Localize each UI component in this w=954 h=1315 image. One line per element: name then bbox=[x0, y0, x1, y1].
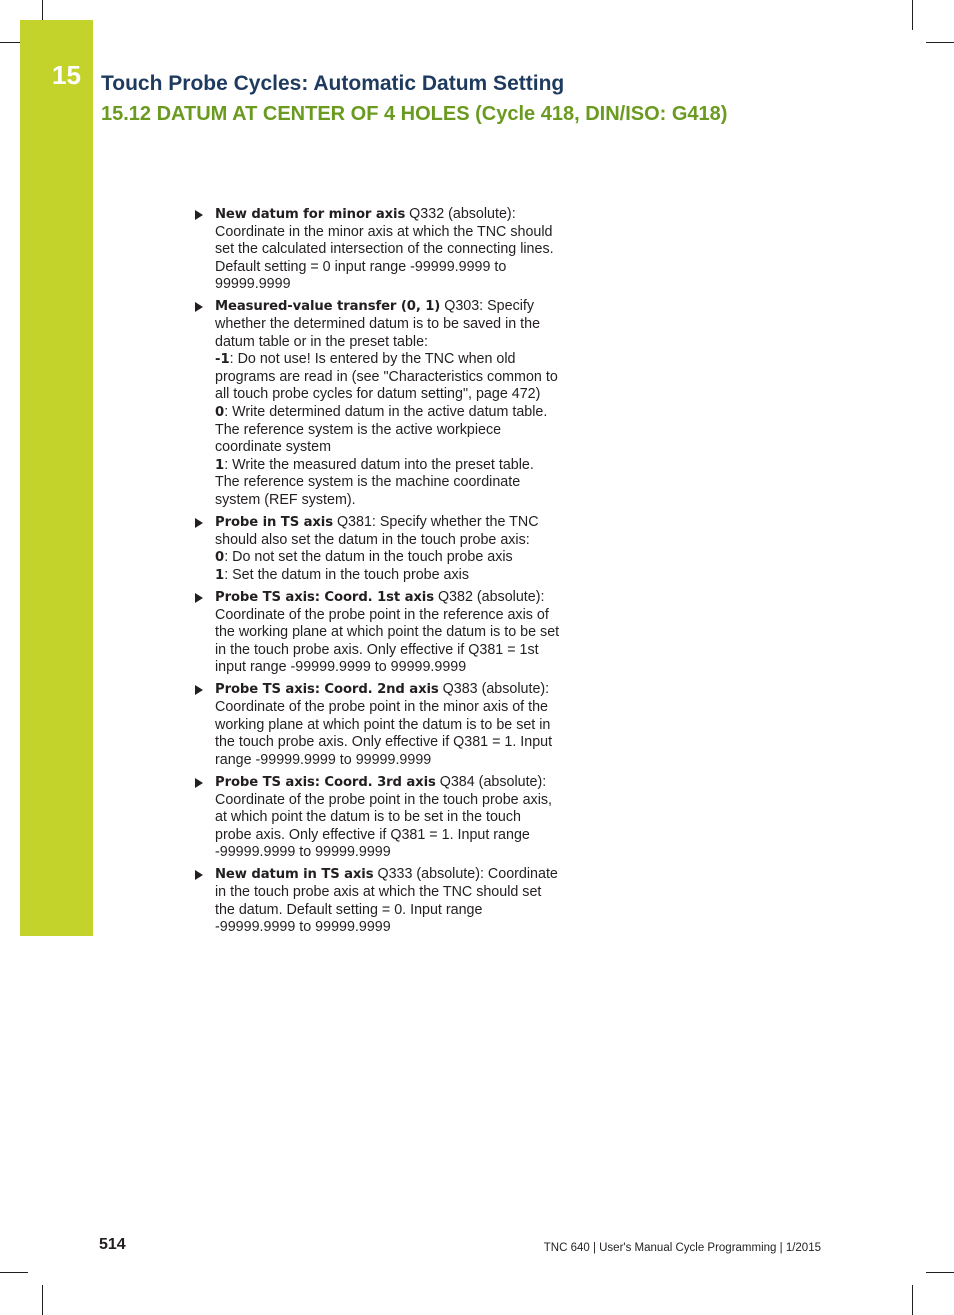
parameter-description: Q382 (absolute): Coordinate of the probe point in the reference axis of the working plane at which point the datum is to be set in the touch probe axis. Only effective if Q381 = 1st input range -99999.9999 to 99999.9999 bbox=[215, 588, 560, 676]
bullet-arrow-icon bbox=[195, 778, 203, 788]
parameter-option bbox=[215, 404, 560, 457]
chapter-title: Touch Probe Cycles: Automatic Datum Setting bbox=[101, 72, 565, 95]
parameter-item bbox=[195, 589, 560, 677]
parameter-name: Probe in TS axis bbox=[215, 515, 333, 531]
parameter-option bbox=[215, 567, 560, 585]
parameter-description: Q381: Specify whether the TNC should also set the datum in the touch probe axis: bbox=[215, 514, 539, 548]
parameter-option bbox=[215, 351, 560, 404]
parameter-description: Q383 (absolute): Coordinate of the probe point in the minor axis of the working plane at which point the datum is to be set in the touch probe axis. Only effective if Q381 = 1. Input range -99999.9999 to 99999.9999 bbox=[215, 681, 553, 768]
option-text: : Write the measured datum into the preset table. The reference system is the machine coordinate system (REF system). bbox=[215, 456, 534, 508]
crop-mark bbox=[912, 0, 913, 30]
section-title: 15.12 DATUM AT CENTER OF 4 HOLES (Cycle 418, DIN/ISO: G418) bbox=[101, 103, 728, 125]
crop-mark bbox=[0, 1272, 28, 1273]
option-text: : Write determined datum in the active datum table. The reference system is the active workpiece coordinate system bbox=[215, 404, 548, 456]
parameter-name: Measured-value transfer (0, 1) bbox=[215, 299, 441, 315]
option-value: 1 bbox=[215, 457, 225, 473]
parameter-item bbox=[195, 866, 560, 936]
parameter-name: New datum for minor axis bbox=[215, 207, 406, 222]
parameter-option bbox=[215, 549, 560, 567]
parameter-item bbox=[195, 774, 560, 862]
chapter-number: 15 bbox=[52, 60, 81, 90]
option-text: : Do not set the datum in the touch probe axis bbox=[224, 549, 513, 566]
option-text: : Set the datum in the touch probe axis bbox=[224, 566, 469, 583]
page-number: 514 bbox=[99, 1236, 126, 1253]
crop-mark bbox=[912, 1285, 913, 1315]
parameter-name: Probe TS axis: Coord. 3rd axis bbox=[215, 774, 436, 790]
option-value: 0 bbox=[215, 550, 225, 566]
bullet-arrow-icon bbox=[195, 518, 203, 528]
option-value: 1 bbox=[215, 567, 225, 583]
parameter-description: Q303: Specify whether the determined datum is to be saved in the datum table or in the preset table: bbox=[215, 298, 541, 350]
parameter-name: Probe TS axis: Coord. 1st axis bbox=[215, 589, 434, 605]
option-value: 0 bbox=[215, 405, 225, 421]
parameter-option bbox=[215, 457, 560, 510]
parameter-description: Q384 (absolute): Coordinate of the probe point in the touch probe axis, at which point the datum is to be set in the touch probe axis. Only effective if Q381 = 1. Input range -99999.9999 to 99999.9999 bbox=[215, 773, 552, 861]
footer-text: TNC 640 | User's Manual Cycle Programming | 1/2015 bbox=[543, 1242, 821, 1254]
crop-mark bbox=[926, 1272, 954, 1273]
bullet-arrow-icon bbox=[195, 302, 203, 312]
crop-mark bbox=[0, 42, 20, 43]
chapter-tab bbox=[20, 20, 93, 936]
option-text: : Do not use! Is entered by the TNC when old programs are read in (see "Characteristics common to all touch probe cycles for datum setting", page 472) bbox=[215, 351, 558, 403]
parameter-description: Q332 (absolute): Coordinate in the minor axis at which the TNC should set the calculated intersection of the connecting lines. Default setting = 0 input range -99999.9999 to 99999.9999 bbox=[215, 206, 554, 293]
bullet-arrow-icon bbox=[195, 210, 203, 220]
crop-mark bbox=[42, 1285, 43, 1315]
bullet-arrow-icon bbox=[195, 685, 203, 695]
parameter-description: Q333 (absolute): Coordinate in the touch probe axis at which the TNC should set the datum. Default setting = 0. Input range -99999.9999 to 99999.9999 bbox=[215, 866, 558, 936]
parameter-item bbox=[195, 206, 560, 294]
parameter-list bbox=[195, 206, 560, 941]
parameter-item bbox=[195, 298, 560, 509]
parameter-item bbox=[195, 681, 560, 769]
crop-mark bbox=[42, 0, 43, 20]
option-value: -1 bbox=[215, 352, 230, 368]
parameter-item bbox=[195, 514, 560, 584]
parameter-name: New datum in TS axis bbox=[215, 867, 374, 883]
parameter-name: Probe TS axis: Coord. 2nd axis bbox=[215, 682, 439, 698]
crop-mark bbox=[926, 42, 954, 43]
bullet-arrow-icon bbox=[195, 870, 203, 880]
bullet-arrow-icon bbox=[195, 593, 203, 603]
